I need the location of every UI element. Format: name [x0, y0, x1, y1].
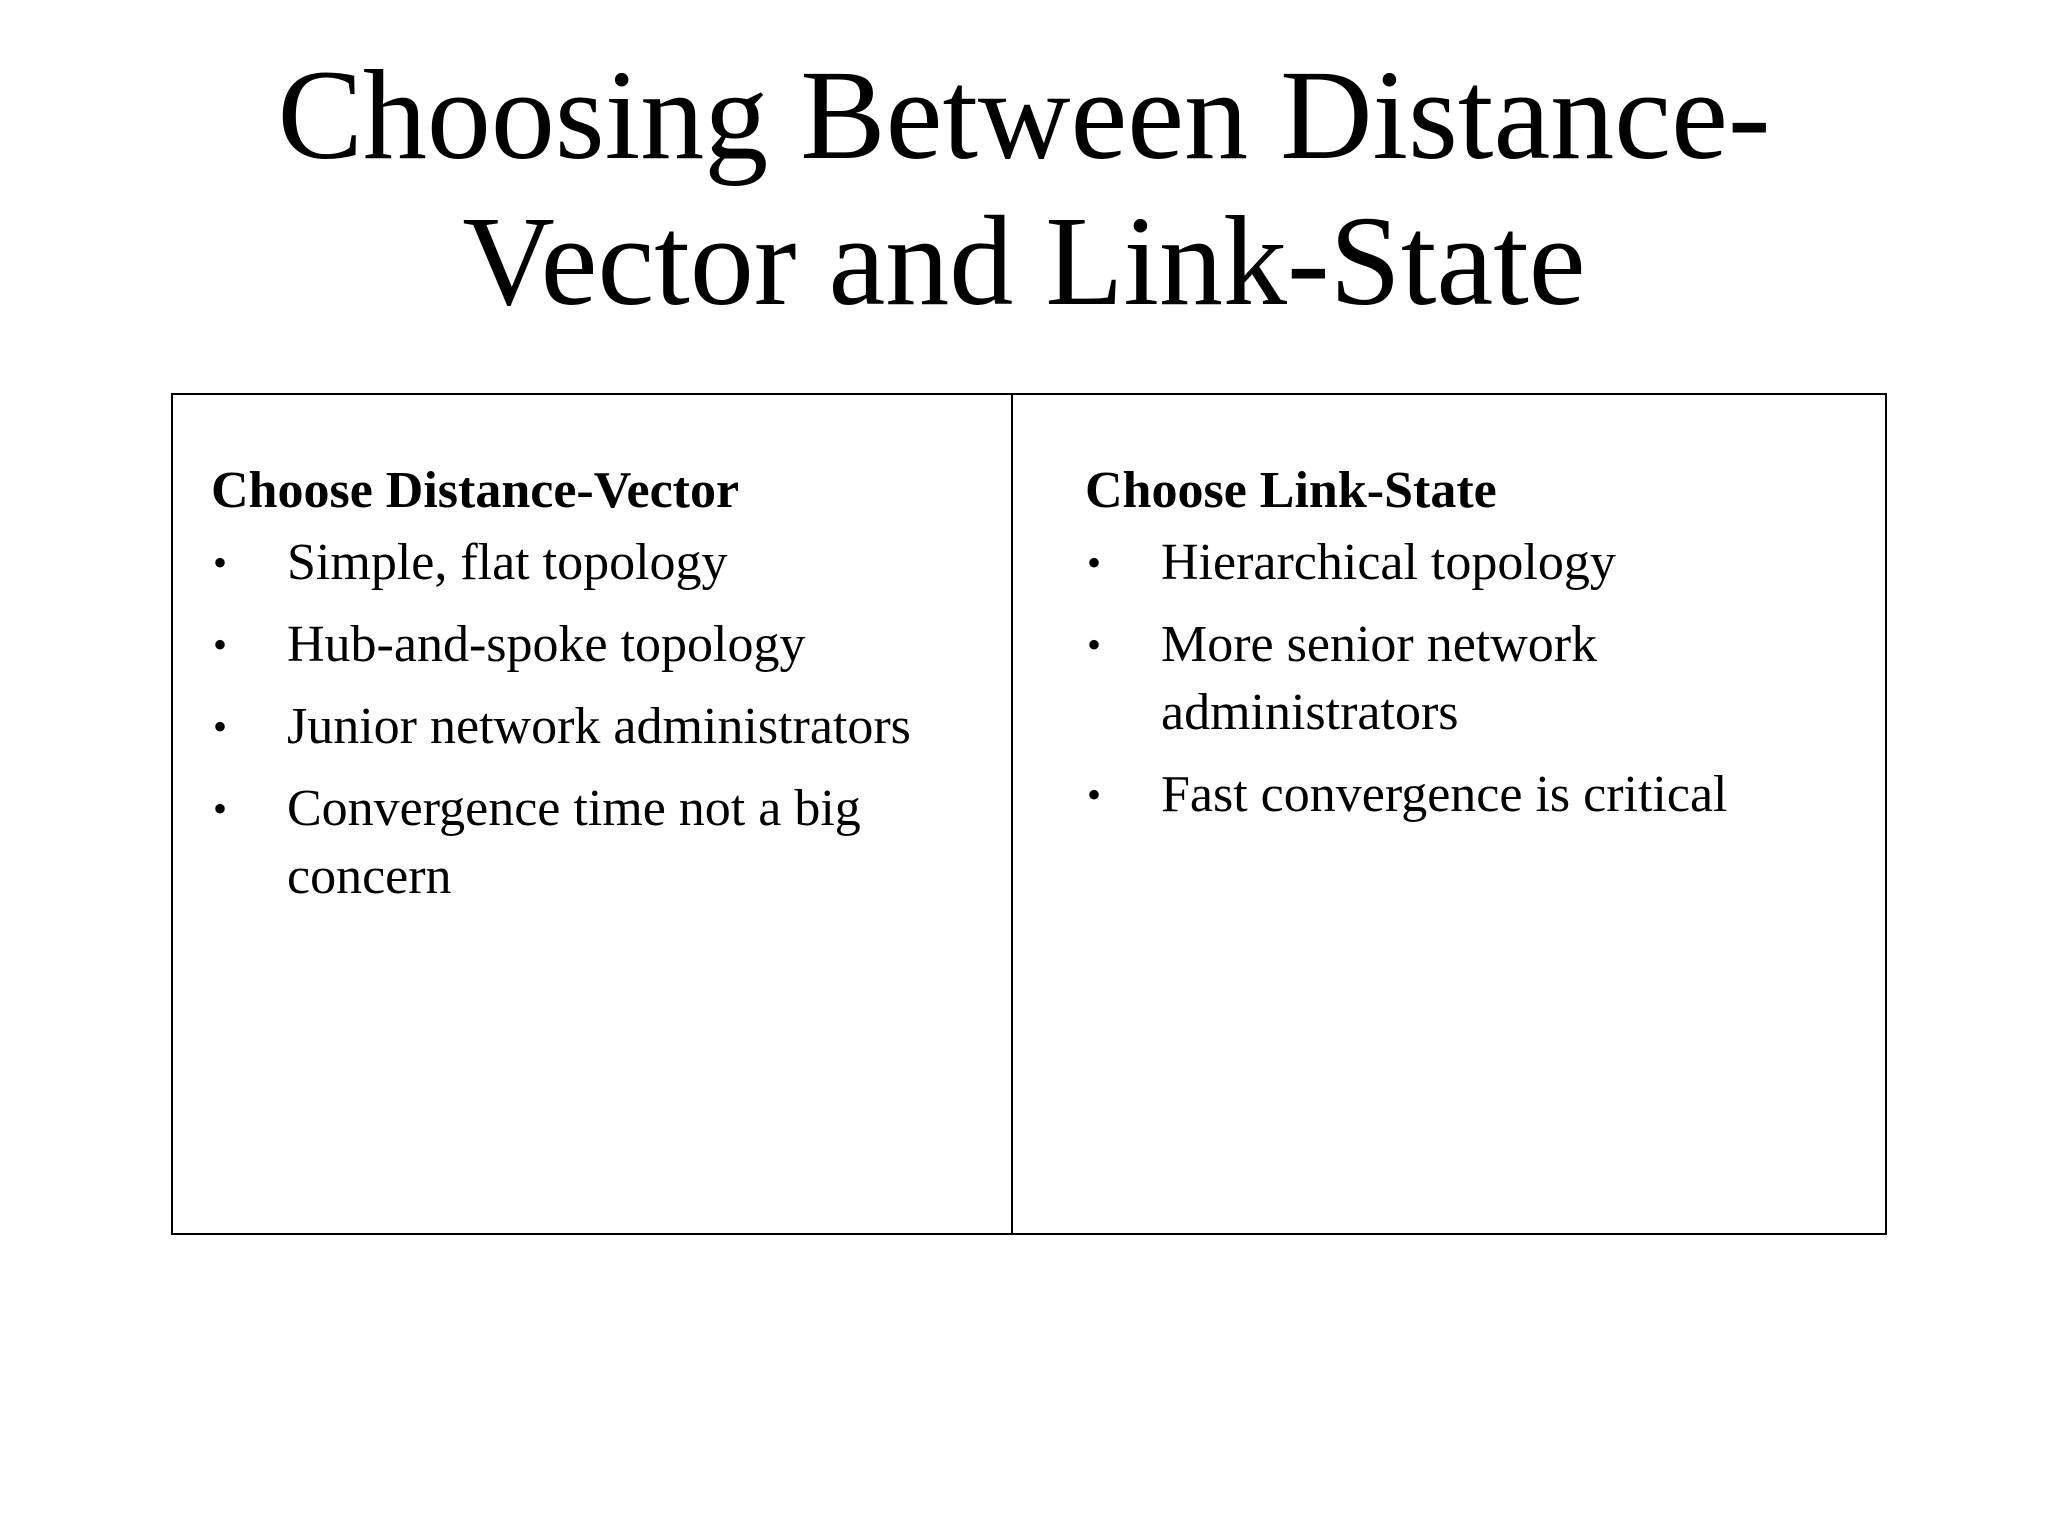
link-state-heading: Choose Link-State: [1085, 462, 1497, 519]
bullet-icon: •: [213, 540, 228, 585]
list-item-text: Fast convergence is critical: [1161, 766, 1728, 823]
comparison-table: [171, 393, 1887, 1235]
list-item-text: Hub-and-spoke topology: [287, 616, 806, 673]
list-item-text: Convergence time not a big concern: [287, 780, 861, 905]
list-item-text: Simple, flat topology: [287, 534, 728, 591]
list-item-text: More senior network administrators: [1161, 616, 1598, 741]
bullet-icon: •: [1087, 622, 1102, 667]
list-item-text: Hierarchical topology: [1161, 534, 1616, 591]
slide-title-line-1: Choosing Between Distance-: [277, 44, 1771, 186]
bullet-icon: •: [213, 786, 228, 831]
link-state-list: [1085, 529, 1885, 829]
list-item: [1085, 611, 1885, 747]
distance-vector-list: [211, 529, 1011, 911]
link-state-column: [1013, 395, 1885, 1233]
list-item: [1085, 761, 1885, 829]
slide-title: [0, 42, 2048, 334]
list-item: [211, 529, 1011, 597]
distance-vector-column: [173, 395, 1013, 1233]
slide-title-line-2: Vector and Link-State: [462, 190, 1586, 332]
distance-vector-heading: Choose Distance-Vector: [211, 462, 740, 519]
bullet-icon: •: [1087, 772, 1102, 817]
bullet-icon: •: [213, 704, 228, 749]
bullet-icon: •: [213, 622, 228, 667]
bullet-icon: •: [1087, 540, 1102, 585]
list-item: [211, 693, 1011, 761]
list-item: [211, 611, 1011, 679]
list-item-text: Junior network administrators: [287, 698, 911, 755]
list-item: [211, 775, 1011, 911]
list-item: [1085, 529, 1885, 597]
